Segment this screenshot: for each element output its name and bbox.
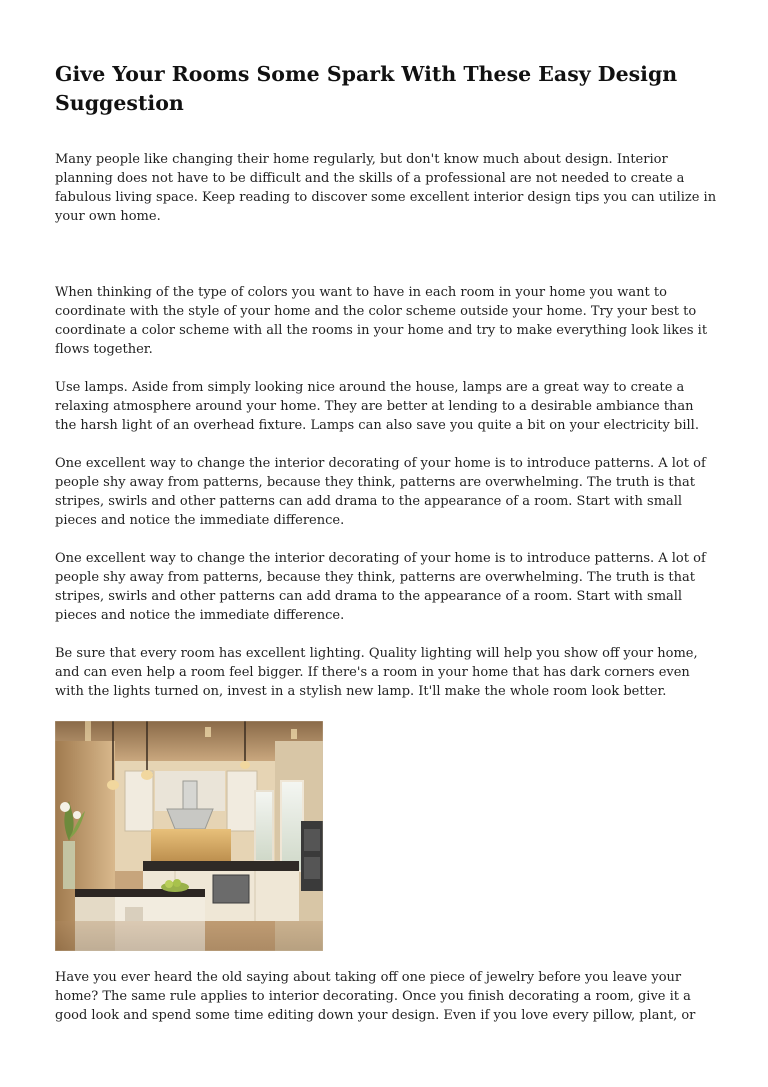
kitchen-photo [55,721,323,951]
paragraph-jewelry: Have you ever heard the old saying about taking off one piece of jewelry before you leave your home? The same rule applies to interior decorating. Once you finish decorating a room, give it a good look and spend some time editing down your design. Even if you love every pillow, plant, or [55,970,696,1023]
paragraph-lighting: Be sure that every room has excellent lighting. Quality lighting will help you show off your home, and can even help a room feel bigger. If there's a room in your home that has dark corners even with the lights turned on, invest in a stylish new lamp. It'll make the whole room look better. [55,646,698,699]
paragraph-spacer [55,226,717,283]
paragraph-patterns: One excellent way to change the interior decorating of your home is to introduce patterns. A lot of people shy away from patterns, because they think, patterns are overwhelming. The truth is that stripes, swirls and other patterns can add drama to the appearance of a room. Start with small pieces and notice the immediate difference. [55,456,706,528]
page-title: Give Your Rooms Some Spark With These Easy Design Suggestion [55,62,678,115]
paragraph-colors: When thinking of the type of colors you want to have in each room in your home you want to coordinate with the style of your home and the color scheme outside your home. Try your best to coordinate a color scheme with all the rooms in your home and try to make everything look likes it flows together. [55,285,708,357]
paragraph-lamps: Use lamps. Aside from simply looking nice around the house, lamps are a great way to create a relaxing atmosphere around your home. They are better at lending to a desirable ambiance than the harsh light of an overhead fixture. Lamps can also save you quite a bit on your electricity bill. [55,380,699,433]
paragraph-intro: Many people like changing their home regularly, but don't know much about design. Interior planning does not have to be difficult and the skills of a professional are not needed to create a fabulous living space. Keep reading to discover some excellent interior design tips you can utilize in your own home. [55,152,717,224]
paragraph-patterns-repeat: One excellent way to change the interior decorating of your home is to introduce patterns. A lot of people shy away from patterns, because they think, patterns are overwhelming. The truth is that stripes, swirls and other patterns can add drama to the appearance of a room. Start with small pieces and notice the immediate difference. [55,551,706,623]
document-page [55,60,717,1025]
